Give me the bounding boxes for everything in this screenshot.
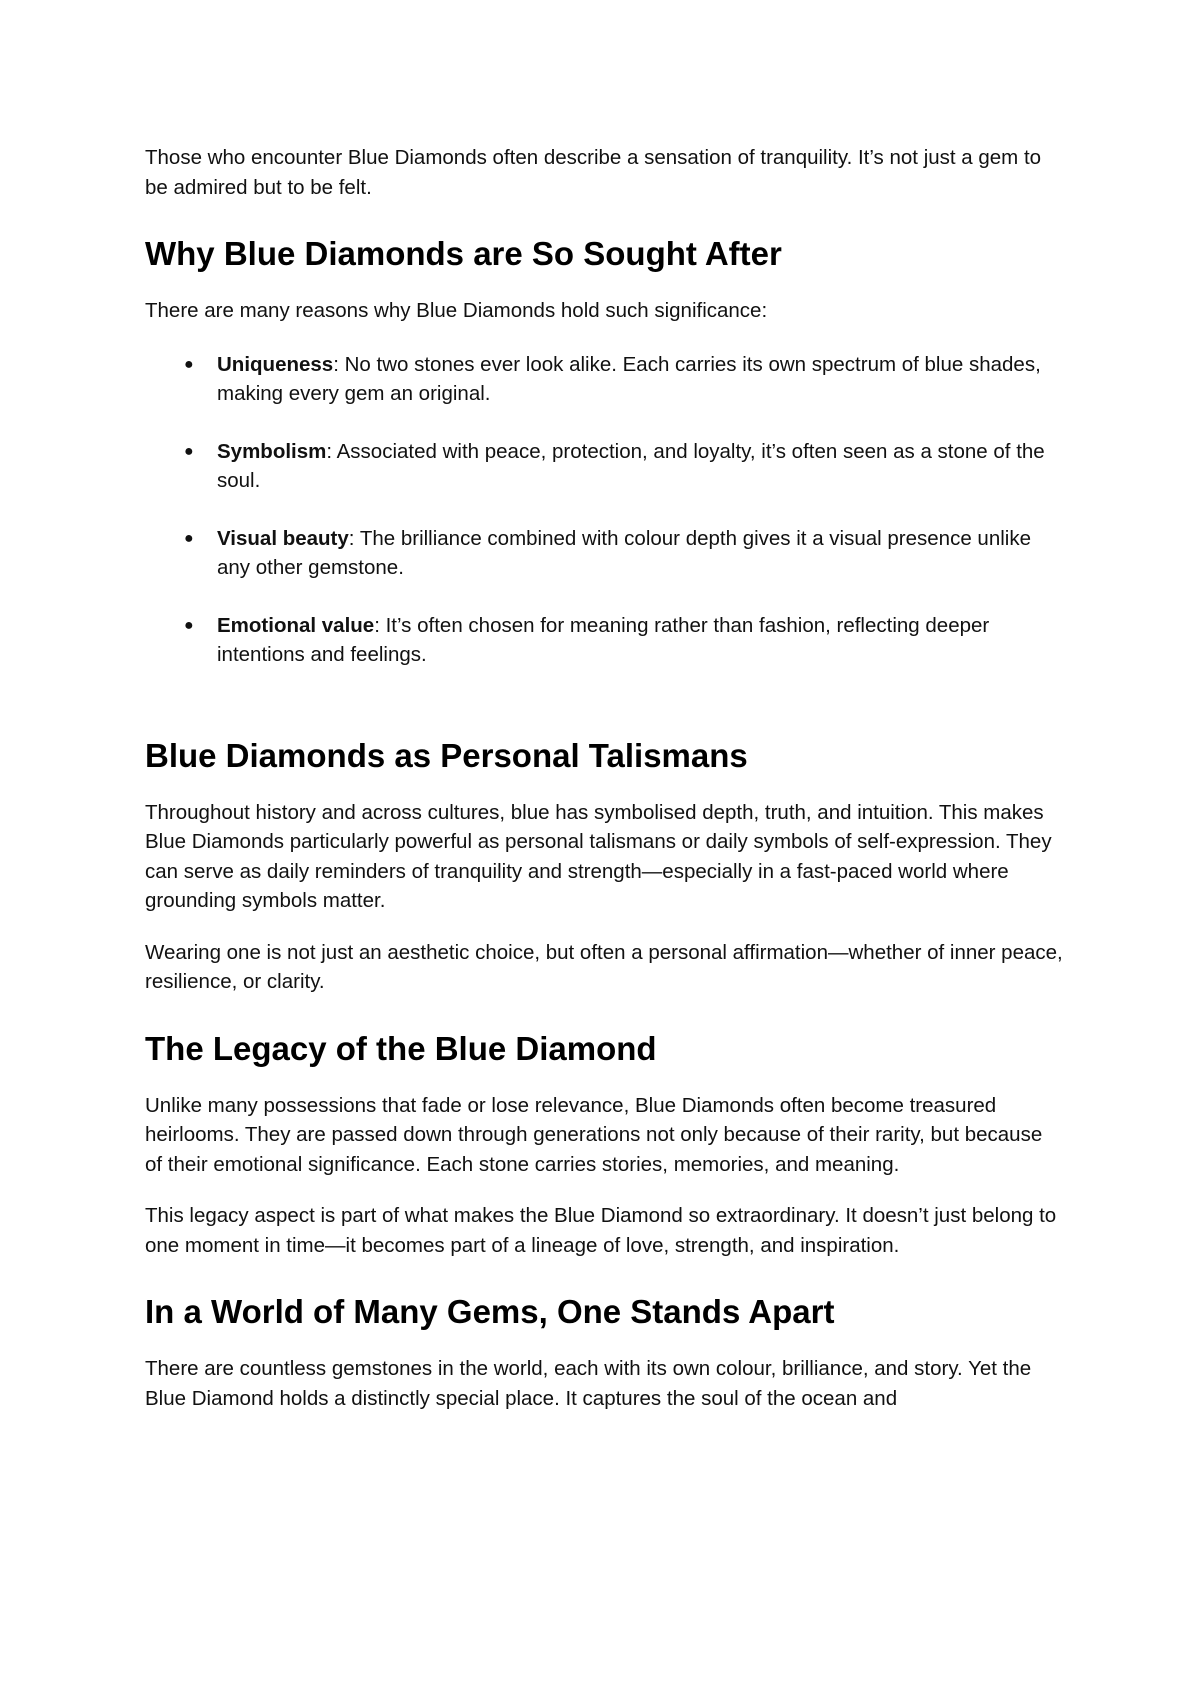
bullet-text: : Associated with peace, protection, and loyalty, it’s often seen as a stone of the soul. (217, 439, 1045, 492)
reasons-list (145, 350, 1065, 670)
bullet-icon: ● (184, 355, 194, 373)
heading-many-gems: In a World of Many Gems, One Stands Apart (145, 1293, 835, 1330)
bullet-icon: ● (184, 442, 194, 460)
many-gems-paragraph-1: There are countless gemstones in the world, each with its own colour, brilliance, and story. Yet the Blue Diamond holds a distinctly special place. It captures the soul of the ocean and (145, 1357, 1032, 1410)
list-item (145, 524, 1065, 583)
bullet-term: Uniqueness (217, 352, 334, 376)
heading-talismans: Blue Diamonds as Personal Talismans (145, 736, 748, 774)
legacy-paragraph-1: Unlike many possessions that fade or lose relevance, Blue Diamonds often become treasured heirlooms. They are passed down through generations not only because of their rarity, but because of their emotional significance. Each stone carries stories, memories, and meaning. (145, 1093, 1043, 1176)
bullet-term: Visual beauty (217, 526, 349, 550)
intro-paragraph: Those who encounter Blue Diamonds often describe a sensation of tranquility. It’s not just a gem to be admired but to be felt. (145, 146, 1042, 199)
bullet-icon: ● (184, 529, 194, 547)
heading-legacy: The Legacy of the Blue Diamond (145, 1029, 657, 1067)
list-item (145, 611, 1065, 670)
list-item (145, 350, 1065, 409)
list-item (145, 437, 1065, 496)
talismans-paragraph-1: Throughout history and across cultures, blue has symbolised depth, truth, and intuition. This makes Blue Diamonds particularly powerful as personal talismans or daily symbols of self-expression. They can serve as daily reminders of tranquility and strength—especially in a fast-paced world where grounding symbols matter. (145, 800, 1052, 912)
bullet-text: : No two stones ever look alike. Each carries its own spectrum of blue shades, making every gem an original. (217, 352, 1041, 405)
sought-after-lead: There are many reasons why Blue Diamonds hold such significance: (145, 299, 768, 322)
bullet-text: : It’s often chosen for meaning rather than fashion, reflecting deeper intentions and feelings. (217, 613, 990, 666)
bullet-icon: ● (184, 616, 194, 634)
legacy-paragraph-2: This legacy aspect is part of what makes the Blue Diamond so extraordinary. It doesn’t just belong to one moment in time—it becomes part of a lineage of love, strength, and inspiration. (145, 1204, 1057, 1257)
bullet-text: : The brilliance combined with colour depth gives it a visual presence unlike any other gemstone. (217, 526, 1031, 579)
bullet-term: Emotional value (217, 613, 375, 637)
talismans-paragraph-2: Wearing one is not just an aesthetic choice, but often a personal affirmation—whether of inner peace, resilience, or clarity. (145, 940, 1063, 993)
heading-sought-after: Why Blue Diamonds are So Sought After (145, 235, 782, 272)
document-page (145, 0, 1065, 1413)
bullet-term: Symbolism (217, 439, 327, 463)
